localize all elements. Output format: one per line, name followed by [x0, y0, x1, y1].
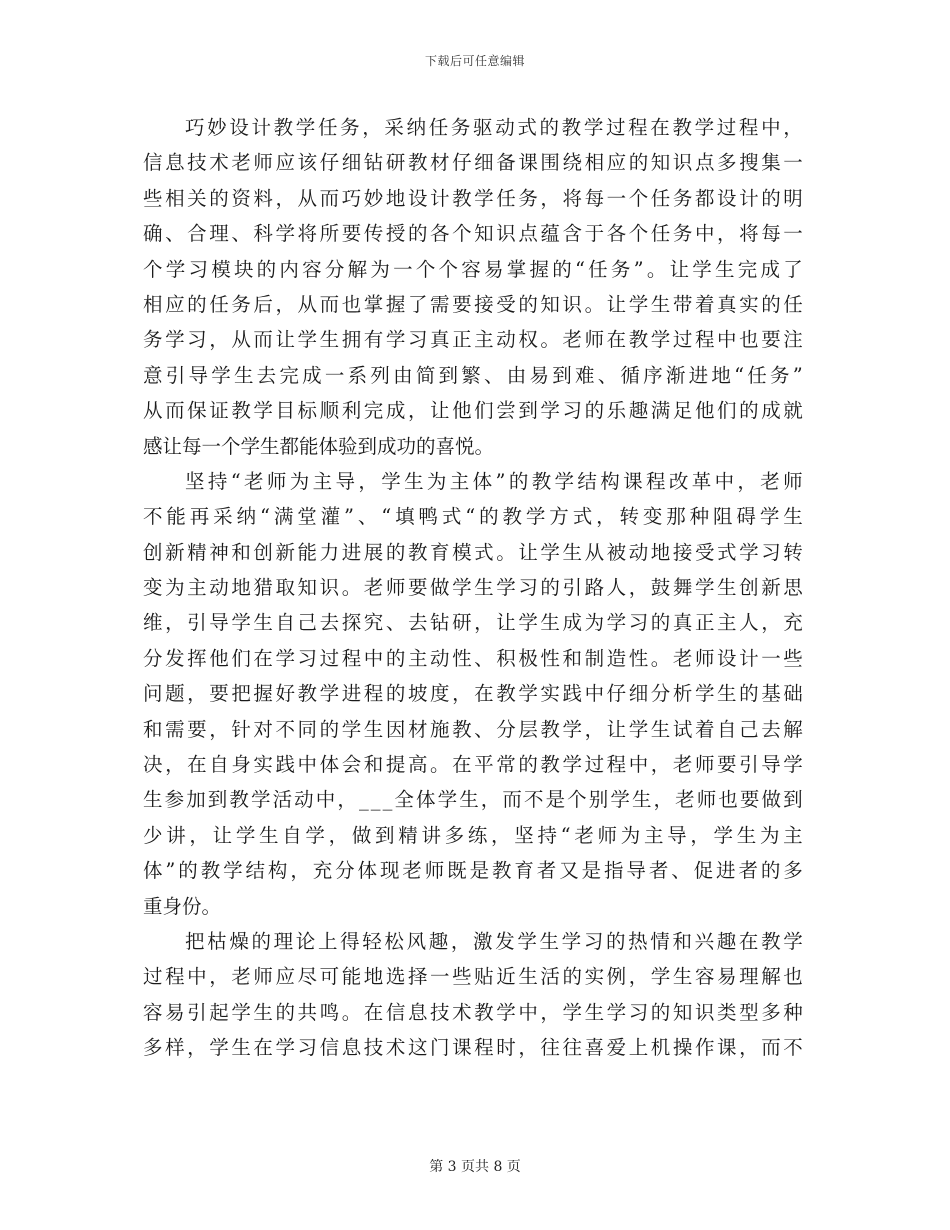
text-line: 问 题 ， 要 把 握 好 教 学 进 程 的 坡 度 ， 在 教 学 实 践 中 仔 细 分 析 学 生 的 基 础: [143, 682, 803, 706]
page-header: 下载后可任意编辑: [424, 54, 525, 68]
text-line: 重身份。: [143, 894, 222, 918]
text-line: 生 参 加 到 教 学 活 动 中 ， _ _ _ 全 体 学 生 ， 而 不 是 个 别 学 生 ， 老 师 也 要 做 到: [143, 788, 803, 812]
text-line: 从 而 保 证 教 学 目 标 顺 利 完 成 ， 让 他 们 尝 到 学 习 的 乐 趣 满 足 他 们 的 成 就: [143, 399, 803, 423]
text-line: 确 、 合 理 、 科 学 将 所 要 传 授 的 各 个 知 识 点 蕴 含 于 各 个 任 务 中 ， 将 每 一: [143, 222, 803, 246]
text-line: 决 ， 在 自 身 实 践 中 体 会 和 提 高 。 在 平 常 的 教 学 过 程 中 ， 老 师 要 引 导 学: [143, 753, 803, 777]
text-line: 容 易 引 起 学 生 的 共 鸣 。 在 信 息 技 术 教 学 中 ， 学 生 学 习 的 知 识 类 型 多 种: [143, 1000, 803, 1024]
text-line: 把 枯 燥 的 理 论 上 得 轻 松 风 趣 ， 激 发 学 生 学 习 的 热 情 和 兴 趣 在 教 学: [185, 929, 803, 953]
text-line: 体 ” 的 教 学 结 构 ， 充 分 体 现 老 师 既 是 教 育 者 又 是 指 导 者 、 促 进 者 的 多: [143, 859, 803, 883]
text-line: 些 相 关 的 资 料 ， 从 而 巧 妙 地 设 计 教 学 任 务 ， 将 每 一 个 任 务 都 设 计 的 明: [143, 186, 803, 210]
text-line: 务 学 习 ， 从 而 让 学 生 拥 有 学 习 真 正 主 动 权 。 老 师 在 教 学 过 程 中 也 要 注: [143, 328, 803, 352]
text-line: 不 能 再 采 纳 “ 满 堂 灌 ” 、 “ 填 鸭 式 “ 的 教 学 方 式 ， 转 变 那 种 阻 碍 学 生: [143, 505, 803, 529]
text-line: 维 ， 引 导 学 生 自 己 去 探 究 、 去 钻 研 ， 让 学 生 成 为 学 习 的 真 正 主 人 ， 充: [143, 611, 803, 635]
text-line: 变 为 主 动 地 猎 取 知 识 。 老 师 要 做 学 生 学 习 的 引 路 人 ， 鼓 舞 学 生 创 新 思: [143, 576, 803, 600]
text-line: 分 发 挥 他 们 在 学 习 过 程 中 的 主 动 性 、 积 极 性 和 制 造 性 。 老 师 设 计 一 些: [143, 646, 803, 670]
text-line: 感让每一个学生都能体验到成功的喜悦。: [143, 434, 495, 458]
text-line: 信 息 技 术 老 师 应 该 仔 细 钻 研 教 材 仔 细 备 课 围 绕 相 应 的 知 识 点 多 搜 集 一: [143, 151, 803, 175]
text-line: 坚 持 “ 老 师 为 主 导 ， 学 生 为 主 体 ” 的 教 学 结 构 课 程 改 革 中 ， 老 师: [185, 469, 803, 493]
text-line: 巧 妙 设 计 教 学 任 务 ， 采 纳 任 务 驱 动 式 的 教 学 过 程 在 教 学 过 程 中 ，: [185, 116, 803, 139]
text-line: 少 讲 ， 让 学 生 自 学 ， 做 到 精 讲 多 练 ， 坚 持 “ 老 师 为 主 导 ， 学 生 为 主: [143, 823, 803, 847]
text-line: 和 需 要 ， 针 对 不 同 的 学 生 因 材 施 教 、 分 层 教 学 ， 让 学 生 试 着 自 己 去 解: [143, 717, 803, 741]
text-line: 创 新 精 神 和 创 新 能 力 进 展 的 教 育 模 式 。 让 学 生 从 被 动 地 接 受 式 学 习 转: [143, 540, 803, 564]
text-line: 个 学 习 模 块 的 内 容 分 解 为 一 个 个 容 易 掌 握 的 “ 任 务 ” 。 让 学 生 完 成 了: [143, 257, 803, 281]
page-footer: 第 3 页共 8 页: [429, 1159, 521, 1175]
text-line: 过 程 中 ， 老 师 应 尽 可 能 地 选 择 一 些 贴 近 生 活 的 实 例 ， 学 生 容 易 理 解 也: [143, 965, 803, 989]
text-line: 相 应 的 任 务 后 ， 从 而 也 掌 握 了 需 要 接 受 的 知 识 。 让 学 生 带 着 真 实 的 任: [143, 292, 803, 316]
text-line: 意 引 导 学 生 去 完 成 一 系 列 由 简 到 繁 、 由 易 到 难 、 循 序 渐 进 地 “ 任 务 ”: [143, 363, 803, 387]
text-line: 多 样 ， 学 生 在 学 习 信 息 技 术 这 门 课 程 时 ， 往 往 喜 爱 上 机 操 作 课 ， 而 不: [143, 1036, 803, 1060]
document-body: [143, 110, 803, 1066]
